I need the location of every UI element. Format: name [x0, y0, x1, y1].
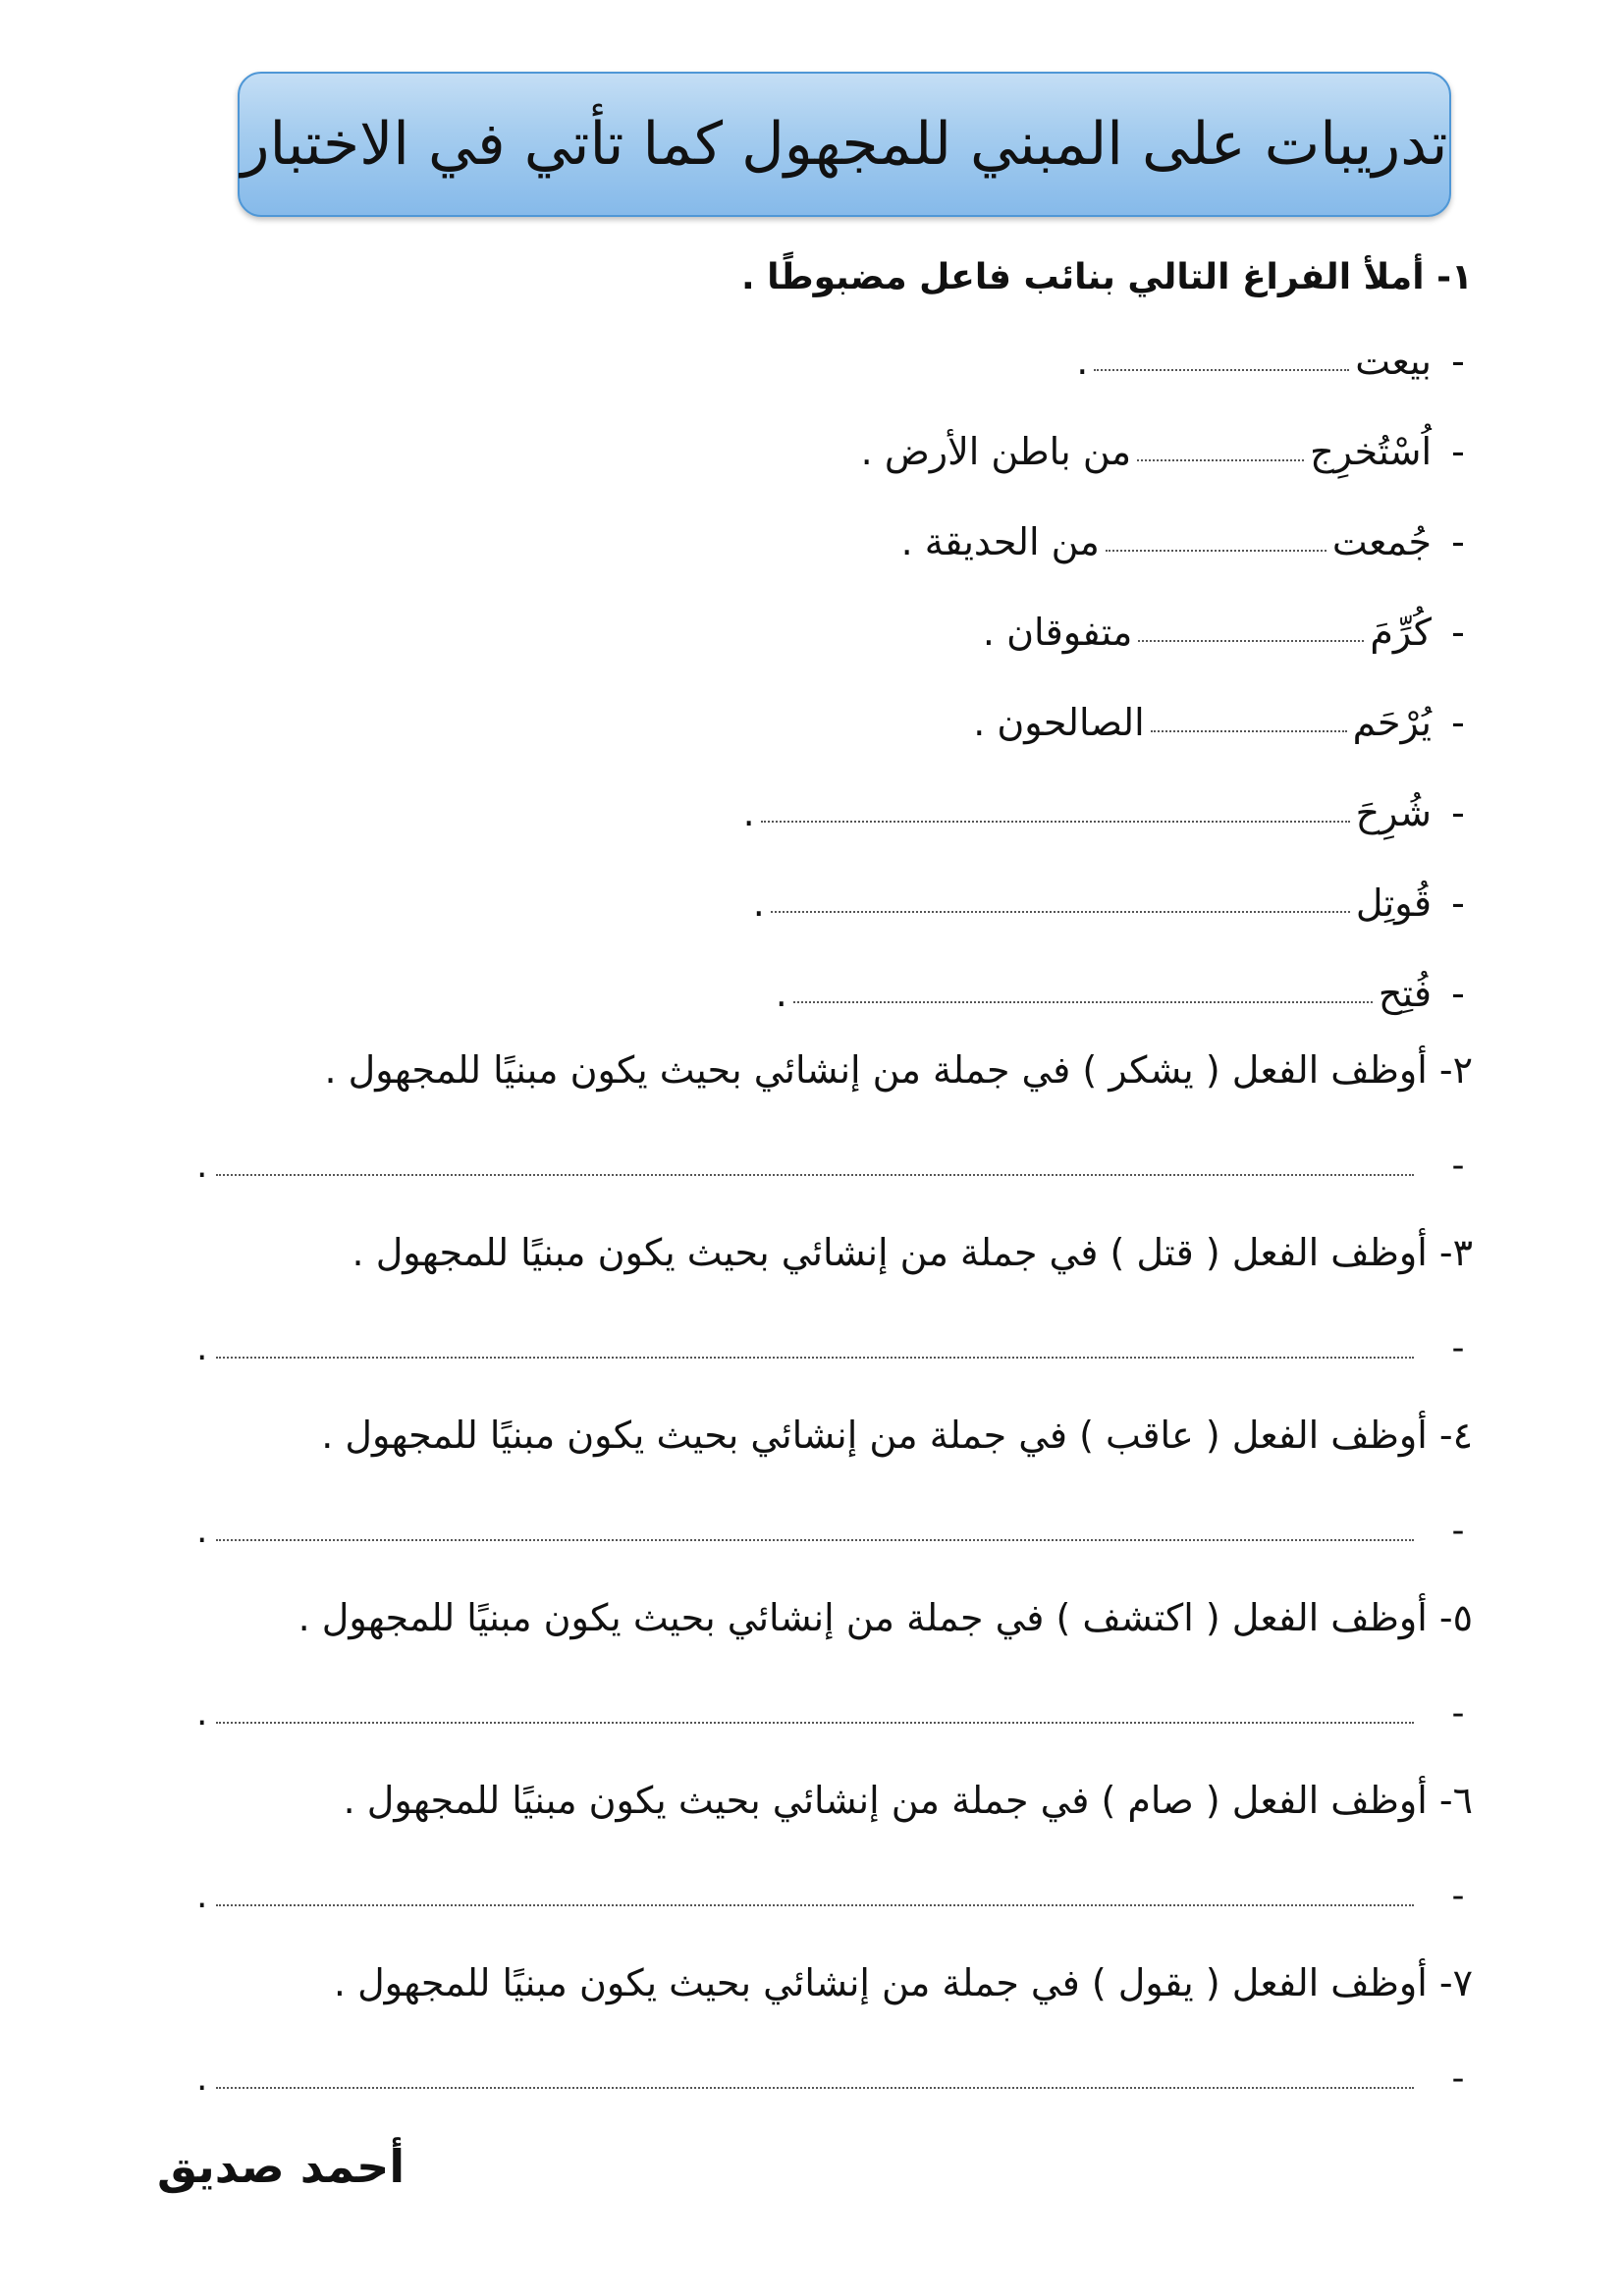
bullet-dash: -	[1451, 881, 1465, 925]
question-2: ٢- أوظف الفعل ( يشكر ) في جملة من إنشائي بحيث يكون مبنيًا للمجهول .	[324, 1048, 1473, 1092]
answer-dotted-line[interactable]	[216, 1904, 1414, 1906]
fill-row	[861, 418, 1473, 473]
fill-verb: كُرِّمَ	[1370, 611, 1432, 654]
answer-dash: -	[1451, 1146, 1465, 1186]
answer-line-3[interactable]	[196, 1329, 1473, 1368]
answer-dotted-line[interactable]	[216, 1357, 1414, 1359]
answer-dash: -	[1451, 1328, 1465, 1368]
bullet-dash: -	[1451, 520, 1465, 563]
fill-row	[743, 779, 1473, 834]
blank-line[interactable]	[1106, 550, 1326, 552]
blank-line[interactable]	[1138, 640, 1364, 642]
fill-tail: .	[1076, 340, 1089, 383]
question-6: ٦- أوظف الفعل ( صام ) في جملة من إنشائي بحيث يكون مبنيًا للمجهول .	[343, 1779, 1473, 1822]
bullet-dash: -	[1451, 701, 1465, 744]
bullet-dash: -	[1451, 972, 1465, 1015]
fill-row	[983, 599, 1473, 654]
answer-end-dot: .	[196, 1876, 208, 1916]
answer-dash: -	[1451, 1876, 1465, 1916]
fill-row	[776, 960, 1473, 1015]
blank-line[interactable]	[1151, 730, 1347, 732]
fill-tail: .	[752, 881, 765, 925]
answer-end-dot: .	[196, 1693, 208, 1734]
question-1-heading: ١- أملأ الفراغ التالي بنائب فاعل مضبوطًا .	[740, 257, 1473, 297]
fill-tail: الصالحون .	[973, 701, 1145, 744]
answer-end-dot: .	[196, 2058, 208, 2099]
fill-verb: فُتِح	[1378, 972, 1432, 1015]
answer-line-2[interactable]	[196, 1147, 1473, 1186]
blank-line[interactable]	[771, 911, 1350, 913]
answer-line-4[interactable]	[196, 1512, 1473, 1551]
question-3: ٣- أوظف الفعل ( قتل ) في جملة من إنشائي بحيث يكون مبنيًا للمجهول .	[352, 1231, 1473, 1274]
author-signature: أحمد صديق	[157, 2140, 406, 2193]
blank-line[interactable]	[793, 1001, 1373, 1003]
question-7: ٧- أوظف الفعل ( يقول ) في جملة من إنشائي بحيث يكون مبنيًا للمجهول .	[333, 1961, 1473, 2004]
answer-dotted-line[interactable]	[216, 1174, 1414, 1176]
blank-line[interactable]	[761, 821, 1350, 823]
bullet-dash: -	[1451, 340, 1465, 383]
answer-end-dot: .	[196, 1146, 208, 1186]
fill-verb: قُوتِل	[1355, 881, 1432, 925]
fill-row	[901, 508, 1473, 563]
fill-tail: متفوقان .	[982, 611, 1133, 654]
answer-dash: -	[1451, 1693, 1465, 1734]
answer-line-6[interactable]	[196, 1877, 1473, 1916]
answer-dotted-line[interactable]	[216, 1722, 1414, 1724]
fill-verb: اُسْتُخرِج	[1310, 430, 1432, 473]
bullet-dash: -	[1451, 430, 1465, 473]
fill-verb: بيعت	[1355, 340, 1432, 383]
fill-row	[1076, 328, 1473, 383]
fill-tail: .	[775, 972, 787, 1015]
fill-verb: شُرِحَ	[1355, 791, 1432, 834]
blank-line[interactable]	[1094, 369, 1349, 371]
answer-dash: -	[1451, 2058, 1465, 2099]
question-4: ٤- أوظف الفعل ( عاقب ) في جملة من إنشائي بحيث يكون مبنيًا للمجهول .	[321, 1414, 1473, 1457]
bullet-dash: -	[1451, 611, 1465, 654]
fill-row	[973, 689, 1473, 744]
question-5: ٥- أوظف الفعل ( اكتشف ) في جملة من إنشائي بحيث يكون مبنيًا للمجهول .	[298, 1596, 1473, 1639]
answer-dotted-line[interactable]	[216, 1539, 1414, 1541]
fill-tail: من باطن الأرض .	[860, 430, 1132, 473]
answer-end-dot: .	[196, 1511, 208, 1551]
answer-line-7[interactable]	[196, 2059, 1473, 2099]
fill-tail: .	[742, 791, 755, 834]
answer-end-dot: .	[196, 1328, 208, 1368]
title-banner	[238, 72, 1451, 217]
fill-row	[753, 870, 1473, 925]
page-title: تدريبات على المبني للمجهول كما تأتي في الاختبار	[241, 110, 1448, 179]
blank-line[interactable]	[1137, 459, 1304, 461]
answer-dotted-line[interactable]	[216, 2087, 1414, 2089]
fill-verb: جُمعت	[1331, 520, 1432, 563]
answer-dash: -	[1451, 1511, 1465, 1551]
answer-line-5[interactable]	[196, 1694, 1473, 1734]
fill-verb: يُرْحَم	[1352, 701, 1432, 744]
bullet-dash: -	[1451, 791, 1465, 834]
fill-tail: من الحديقة .	[900, 520, 1100, 563]
